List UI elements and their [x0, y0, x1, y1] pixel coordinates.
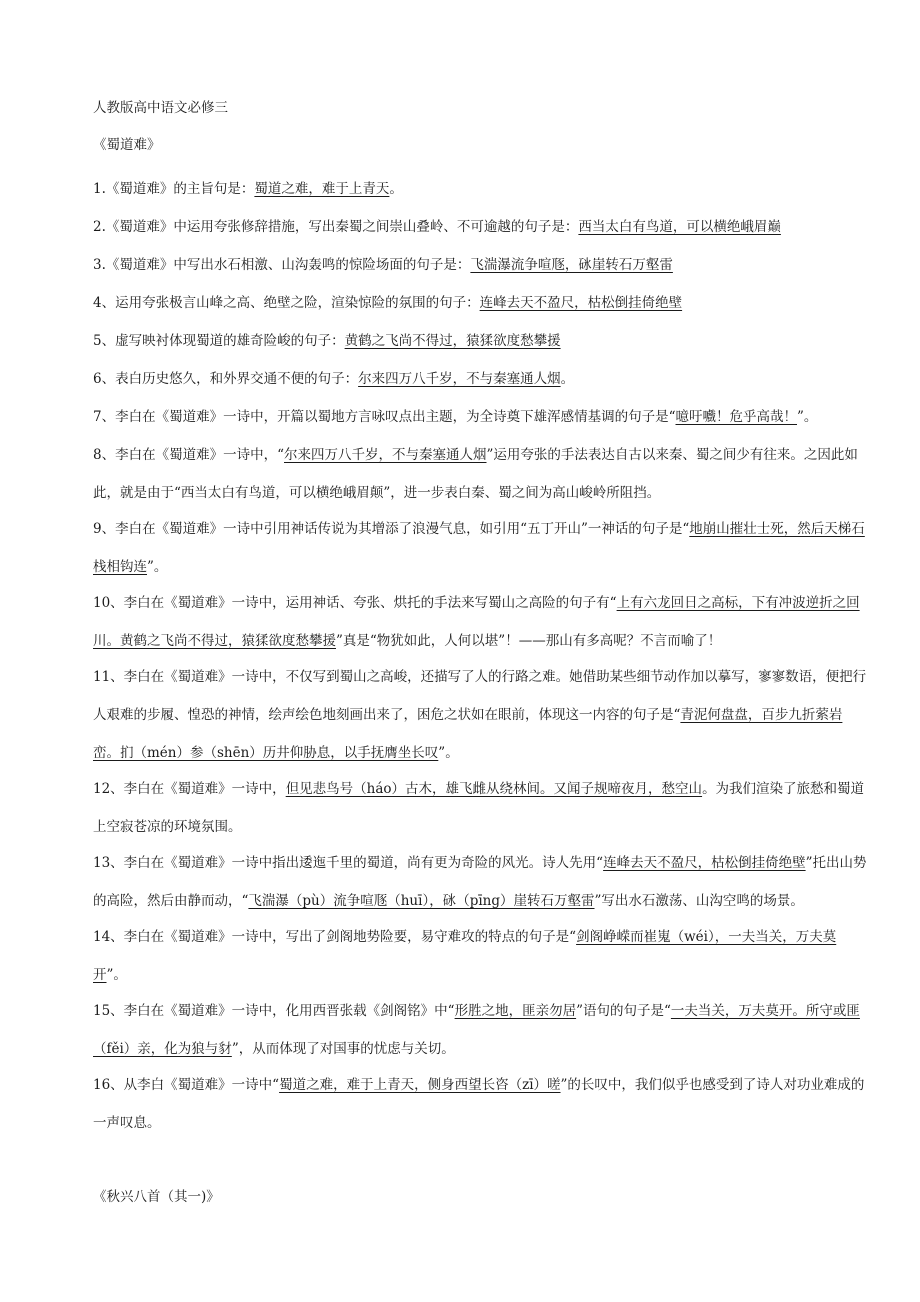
question-text: 4、运用夸张极言山峰之高、绝壁之险，渲染惊险的氛围的句子：	[93, 295, 480, 311]
question-text: 5、虚写映衬体现蜀道的雄奇险峻的句子：	[93, 333, 345, 349]
document-header: 人教版高中语文必修三	[93, 100, 228, 116]
question-text: 9、李白在《蜀道难》一诗中引用神话传说为其增添了浪漫气息，如引用“五丁开山”一神话的句子是“	[93, 521, 690, 537]
section-title-shudaonan: 《蜀道难》	[93, 137, 161, 153]
question-text: 1.《蜀道难》的主旨句是：	[93, 181, 255, 197]
question-text: 10、李白在《蜀道难》一诗中，运用神话、夸张、烘托的手法来写蜀山之高险的句子有“	[93, 595, 617, 611]
answer-text: 上有六龙回日之高标，下有冲波逆折之回川。黄鹤之飞尚不得过，猿猱欲度愁攀援	[93, 595, 860, 649]
question-text: 14、李白在《蜀道难》一诗中，写出了剑阁地势险要，易守难攻的特点的句子是“	[93, 929, 577, 945]
question-text: 13、李白在《蜀道难》一诗中指出逶迤千里的蜀道，尚有更为奇险的风光。诗人先用“	[93, 855, 604, 871]
question-text: ”。	[106, 967, 127, 983]
question-text: ”。	[438, 745, 459, 761]
answer-text: 连峰去天不盈尺，枯松倒挂倚绝壁	[479, 295, 683, 311]
question-text: ”语句的句子是“	[576, 1003, 671, 1019]
answer-text: 飞湍瀑（pù）流争喧豗（huī），砯（pīng）崖转石万壑雷	[248, 893, 595, 909]
question-text: ”托出山势的高险，然后由静而动，“	[93, 855, 867, 909]
question-item	[93, 246, 869, 284]
question-item	[93, 510, 869, 586]
question-item	[93, 360, 869, 398]
question-text: 。	[560, 371, 575, 387]
answer-text: 尔来四万八千岁，不与秦塞通人烟	[358, 371, 561, 387]
question-text: 7、李白在《蜀道难》一诗中，开篇以蜀地方言咏叹点出主题，为全诗奠下雄浑感情基调的句子是“	[93, 409, 676, 425]
question-text: ”的长叹中，我们似乎也感受到了诗人对功业难成的一声叹息。	[93, 1077, 865, 1131]
question-text: 3.《蜀道难》中写出水石相激、山沟轰鸣的惊险场面的句子是：	[93, 257, 471, 273]
question-text: ”真是“物犹如此，人何以堪”！——那山有多高呢？不言而喻了！	[336, 633, 722, 649]
question-item	[93, 170, 869, 208]
answer-text: 连峰去天不盈尺，枯松倒挂倚绝壁	[603, 855, 806, 871]
question-item	[93, 918, 869, 994]
question-item	[93, 284, 869, 322]
question-text: ”。	[147, 559, 168, 575]
question-text: 8、李白在《蜀道难》一诗中，“	[93, 447, 284, 463]
question-text: 15、李白在《蜀道难》一诗中，化用西晋张载《剑阁铭》中“	[93, 1003, 455, 1019]
answer-text: 剑阁峥嵘而崔嵬（wéi），一夫当关，万夫莫开	[93, 929, 837, 983]
question-item	[93, 844, 869, 920]
answer-text: 一夫当关，万夫莫开。所守或匪（fěi）亲，化为狼与豺	[93, 1003, 860, 1057]
answer-text: 尔来四万八千岁，不与秦塞通人烟	[284, 447, 487, 463]
question-text: ”，从而体现了对国事的忧虑与关切。	[231, 1041, 455, 1057]
question-item	[93, 1066, 869, 1142]
question-text: 6、表白历史悠久，和外界交通不便的句子：	[93, 371, 359, 387]
answer-text: 噫吁嚱！危乎高哉！	[675, 409, 797, 425]
answer-text: 青泥何盘盘，百步九折萦岩峦。扪（mén）参（shēn）历井仰胁息，以手抚膺坐长叹	[93, 707, 843, 761]
answer-text: 形胜之地，匪亲勿居	[454, 1003, 577, 1019]
answer-text: 地崩山摧壮士死，然后天梯石栈相钩连	[93, 521, 865, 575]
question-text: 。为我们渲染了旅愁和蜀道上空寂苍凉的环境氛围。	[93, 781, 865, 835]
question-text: ”写出水石激荡、山沟空鸣的场景。	[594, 893, 804, 909]
answer-text: 蜀道之难，难于上青天	[254, 181, 390, 197]
answer-text: 飞湍瀑流争喧豗，砯崖转石万壑雷	[470, 257, 673, 273]
question-item	[93, 322, 869, 360]
answer-text: 黄鹤之飞尚不得过，猿猱欲度愁攀援	[344, 333, 561, 349]
question-text: 2.《蜀道难》中运用夸张修辞措施，写出秦蜀之间崇山叠岭、不可逾越的句子是：	[93, 219, 579, 235]
question-item	[93, 770, 869, 846]
question-text: ”运用夸张的手法表达自古以来秦、蜀之间少有往来。之因此如此，就是由于“西当太白有鸟道，可以横绝峨眉颠”，进一步表白秦、蜀之间为高山峻岭所阻挡。	[93, 447, 858, 501]
question-item	[93, 208, 869, 246]
section-title-qiuxing: 《秋兴八首（其一)》	[93, 1189, 220, 1205]
question-text: 。	[389, 181, 403, 197]
question-item	[93, 436, 869, 512]
question-item	[93, 992, 869, 1068]
question-item	[93, 584, 869, 660]
answer-text: 西当太白有鸟道，可以横绝峨眉巅	[578, 219, 781, 235]
answer-text: 但见悲鸟号（háo）古木，雄飞雌从绕林间。又闻子规啼夜月，愁空山	[285, 781, 703, 797]
question-item	[93, 398, 869, 436]
question-text: 16、从李白《蜀道难》一诗中“	[93, 1077, 280, 1093]
question-item	[93, 658, 869, 772]
question-text: 12、李白在《蜀道难》一诗中，	[93, 781, 286, 797]
question-text: 11、李白在《蜀道难》一诗中，不仅写到蜀山之高峻，还描写了人的行路之难。她借助某些细节动作加以摹写，寥寥数语，便把行人艰难的步履、惶恐的神情，绘声绘色地刻画出来了，困危之状如在眼前，体现这一内容的句子是“	[93, 669, 867, 723]
answer-text: 蜀道之难，难于上青天，侧身西望长咨（zī）嗟	[279, 1077, 561, 1093]
question-text: ”。	[797, 409, 818, 425]
